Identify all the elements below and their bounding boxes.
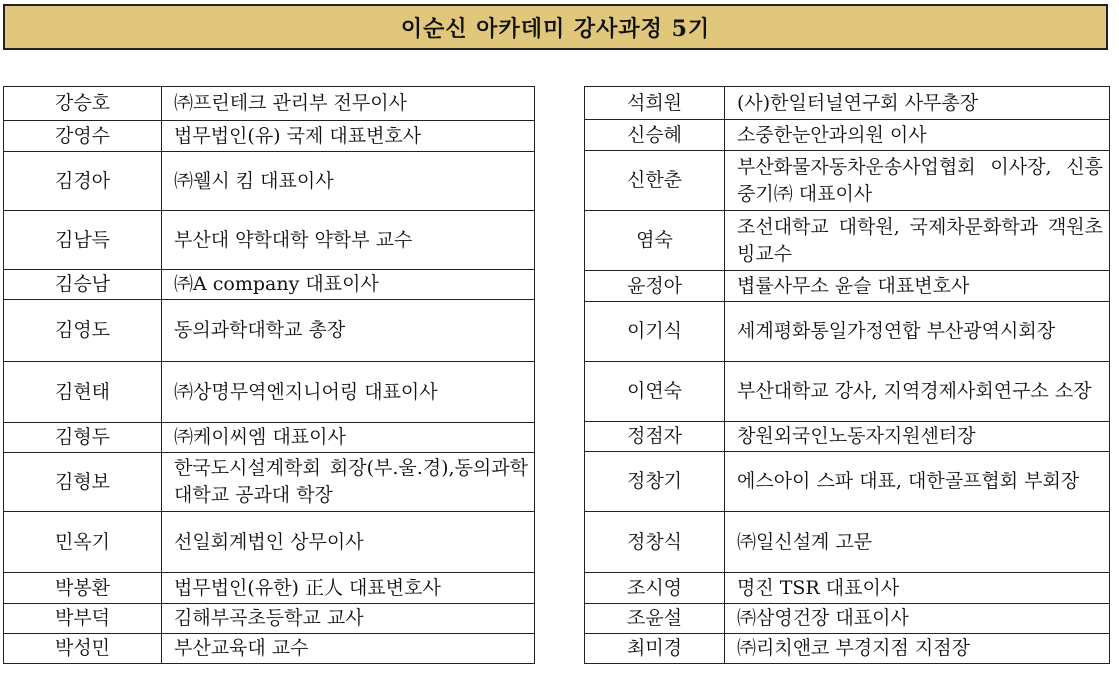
member-name: 신승혜 <box>585 120 725 151</box>
member-affiliation: 명진 TSR 대표이사 <box>725 573 1110 604</box>
member-name: 강승호 <box>4 87 162 121</box>
member-affiliation: 부산대학교 강사, 지역경제사회연구소 소장 <box>725 362 1110 422</box>
member-affiliation: ㈜리치앤코 부경지점 지점장 <box>725 634 1110 664</box>
member-name: 최미경 <box>585 634 725 664</box>
member-name: 정창식 <box>585 512 725 573</box>
member-name: 신한춘 <box>585 151 725 211</box>
member-name: 이연숙 <box>585 362 725 422</box>
member-name: 김영도 <box>4 300 162 362</box>
member-affiliation: 창원외국인노동자지원센터장 <box>725 422 1110 452</box>
member-name: 조시영 <box>585 573 725 604</box>
table-row <box>585 302 1110 362</box>
member-affiliation: ㈜상명무역엔지니어링 대표이사 <box>162 362 535 423</box>
member-affiliation: 세계평화통일가정연합 부산광역시회장 <box>725 302 1110 362</box>
member-affiliation: 법무법인(유한) 正人 대표변호사 <box>162 573 535 604</box>
table-row <box>4 152 535 211</box>
member-affiliation: 법무법인(유) 국제 대표변호사 <box>162 121 535 152</box>
member-affiliation: 부산대 약학대학 약학부 교수 <box>162 211 535 270</box>
table-row <box>585 211 1110 271</box>
left-roster-table <box>3 86 535 664</box>
member-affiliation: ㈜케이씨엠 대표이사 <box>162 423 535 453</box>
table-row <box>4 453 535 512</box>
member-affiliation: 조선대학교 대학원, 국제차문화학과 객원초빙교수 <box>725 211 1110 271</box>
member-name: 이기식 <box>585 302 725 362</box>
member-affiliation: 볍률사무소 윤슬 대표변호사 <box>725 271 1110 302</box>
table-row <box>585 362 1110 422</box>
table-row <box>585 573 1110 604</box>
member-affiliation: 선일회계법인 상무이사 <box>162 512 535 573</box>
page-title: 이순신 아카데미 강사과정 5기 <box>3 4 1108 50</box>
table-row <box>585 151 1110 211</box>
table-row <box>4 270 535 300</box>
table-row <box>4 573 535 604</box>
member-name: 정창기 <box>585 452 725 512</box>
member-name: 김승남 <box>4 270 162 300</box>
member-affiliation: 김해부곡초등학교 교사 <box>162 604 535 634</box>
table-row <box>585 512 1110 573</box>
member-name: 강영수 <box>4 121 162 152</box>
table-row <box>585 452 1110 512</box>
table-row <box>4 300 535 362</box>
right-roster-table <box>584 86 1110 664</box>
member-name: 석희원 <box>585 87 725 120</box>
member-name: 박부덕 <box>4 604 162 634</box>
member-name: 김현태 <box>4 362 162 423</box>
member-name: 김남득 <box>4 211 162 270</box>
table-row <box>4 211 535 270</box>
member-affiliation: ㈜프린테크 관리부 전무이사 <box>162 87 535 121</box>
member-affiliation: ㈜삼영건장 대표이사 <box>725 604 1110 634</box>
table-row <box>585 634 1110 664</box>
member-affiliation: ㈜웰시 킴 대표이사 <box>162 152 535 211</box>
table-row <box>585 87 1110 120</box>
member-name: 박성민 <box>4 634 162 664</box>
table-row <box>4 604 535 634</box>
member-affiliation: 한국도시설계학회 회장(부.울.경),동의과학대학교 공과대 학장 <box>162 453 535 512</box>
member-affiliation: ㈜일신설계 고문 <box>725 512 1110 573</box>
member-affiliation: (사)한일터널연구회 사무총장 <box>725 87 1110 120</box>
member-name: 박봉환 <box>4 573 162 604</box>
table-row <box>4 423 535 453</box>
member-affiliation: 동의과학대학교 총장 <box>162 300 535 362</box>
member-name: 윤정아 <box>585 271 725 302</box>
member-name: 김경아 <box>4 152 162 211</box>
table-row <box>4 362 535 423</box>
table-row <box>585 604 1110 634</box>
table-row <box>585 120 1110 151</box>
member-affiliation: 부산교육대 교수 <box>162 634 535 664</box>
table-row <box>585 271 1110 302</box>
member-name: 정점자 <box>585 422 725 452</box>
table-row <box>4 634 535 664</box>
member-name: 김형두 <box>4 423 162 453</box>
member-affiliation: 부산화물자동차운송사업협회 이사장, 신흥중기㈜ 대표이사 <box>725 151 1110 211</box>
member-affiliation: 에스아이 스파 대표, 대한골프협회 부회장 <box>725 452 1110 512</box>
member-name: 민옥기 <box>4 512 162 573</box>
table-row <box>585 422 1110 452</box>
table-row <box>4 87 535 121</box>
member-name: 조윤설 <box>585 604 725 634</box>
member-name: 김형보 <box>4 453 162 512</box>
member-affiliation: ㈜A company 대표이사 <box>162 270 535 300</box>
member-name: 염숙 <box>585 211 725 271</box>
member-affiliation: 소중한눈안과의원 이사 <box>725 120 1110 151</box>
table-row <box>4 512 535 573</box>
table-row <box>4 121 535 152</box>
